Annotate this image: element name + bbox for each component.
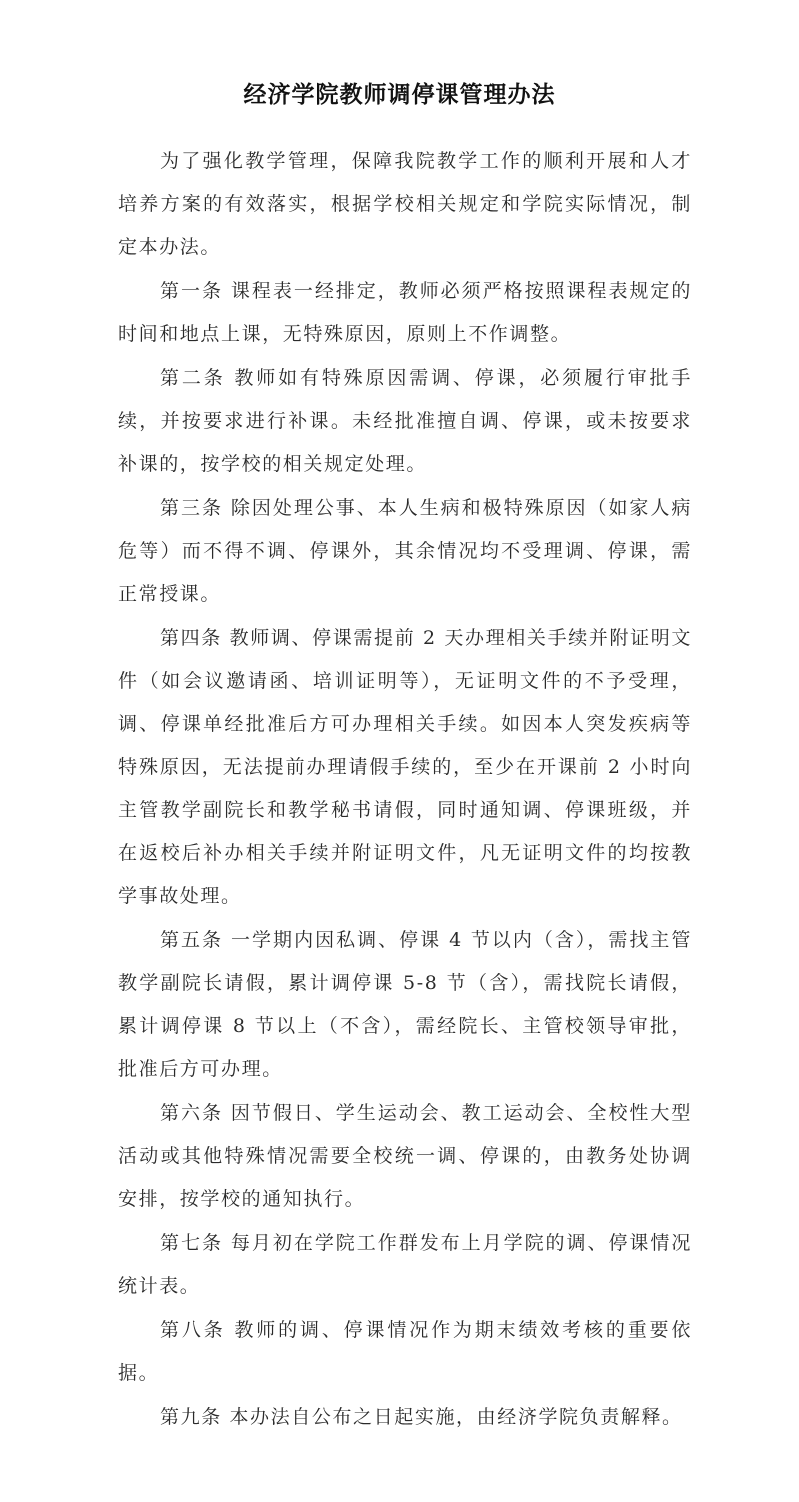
- article-4-paragraph: 第四条 教师调、停课需提前 2 天办理相关手续并附证明文件（如会议邀请函、培训证明等），无证明文件的不予受理，调、停课单经批准后方可办理相关手续。如因本人突发疾病等特殊原因，无法提前办理请假手续的，至少在开课前 2 小时向主管教学副院长和教学秘书请假，同时通知调、停课班级，并在返校后补办相关手续并附证明文件，凡无证明文件的均按教学事故处理。: [118, 627, 692, 907]
- article-1-paragraph: 第一条 课程表一经排定，教师必须严格按照课程表规定的时间和地点上课，无特殊原因，原则上不作调整。: [118, 280, 692, 345]
- article-2-paragraph: 第二条 教师如有特殊原因需调、停课，必须履行审批手续，并按要求进行补课。未经批准擅自调、停课，或未按要求补课的，按学校的相关规定处理。: [118, 367, 692, 475]
- article-5-paragraph: 第五条 一学期内因私调、停课 4 节以内（含），需找主管教学副院长请假，累计调停课 5-8 节（含），需找院长请假，累计调停课 8 节以上（不含），需经院长、主管校领导审批，批准后方可办理。: [118, 929, 692, 1080]
- intro-paragraph: 为了强化教学管理，保障我院教学工作的顺利开展和人才培养方案的有效落实，根据学校相关规定和学院实际情况，制定本办法。: [118, 150, 692, 258]
- document-title: 经济学院教师调停课管理办法: [243, 81, 556, 108]
- article-6-paragraph: 第六条 因节假日、学生运动会、教工运动会、全校性大型活动或其他特殊情况需要全校统一调、停课的，由教务处协调安排，按学校的通知执行。: [118, 1102, 692, 1210]
- article-8-paragraph: 第八条 教师的调、停课情况作为期末绩效考核的重要依据。: [118, 1319, 692, 1384]
- article-3-paragraph: 第三条 除因处理公事、本人生病和极特殊原因（如家人病危等）而不得不调、停课外，其余情况均不受理调、停课，需正常授课。: [118, 497, 692, 605]
- article-7-paragraph: 第七条 每月初在学院工作群发布上月学院的调、停课情况统计表。: [118, 1232, 692, 1297]
- document-body: [118, 140, 692, 1440]
- article-9-paragraph: 第九条 本办法自公布之日起实施，由经济学院负责解释。: [160, 1406, 683, 1428]
